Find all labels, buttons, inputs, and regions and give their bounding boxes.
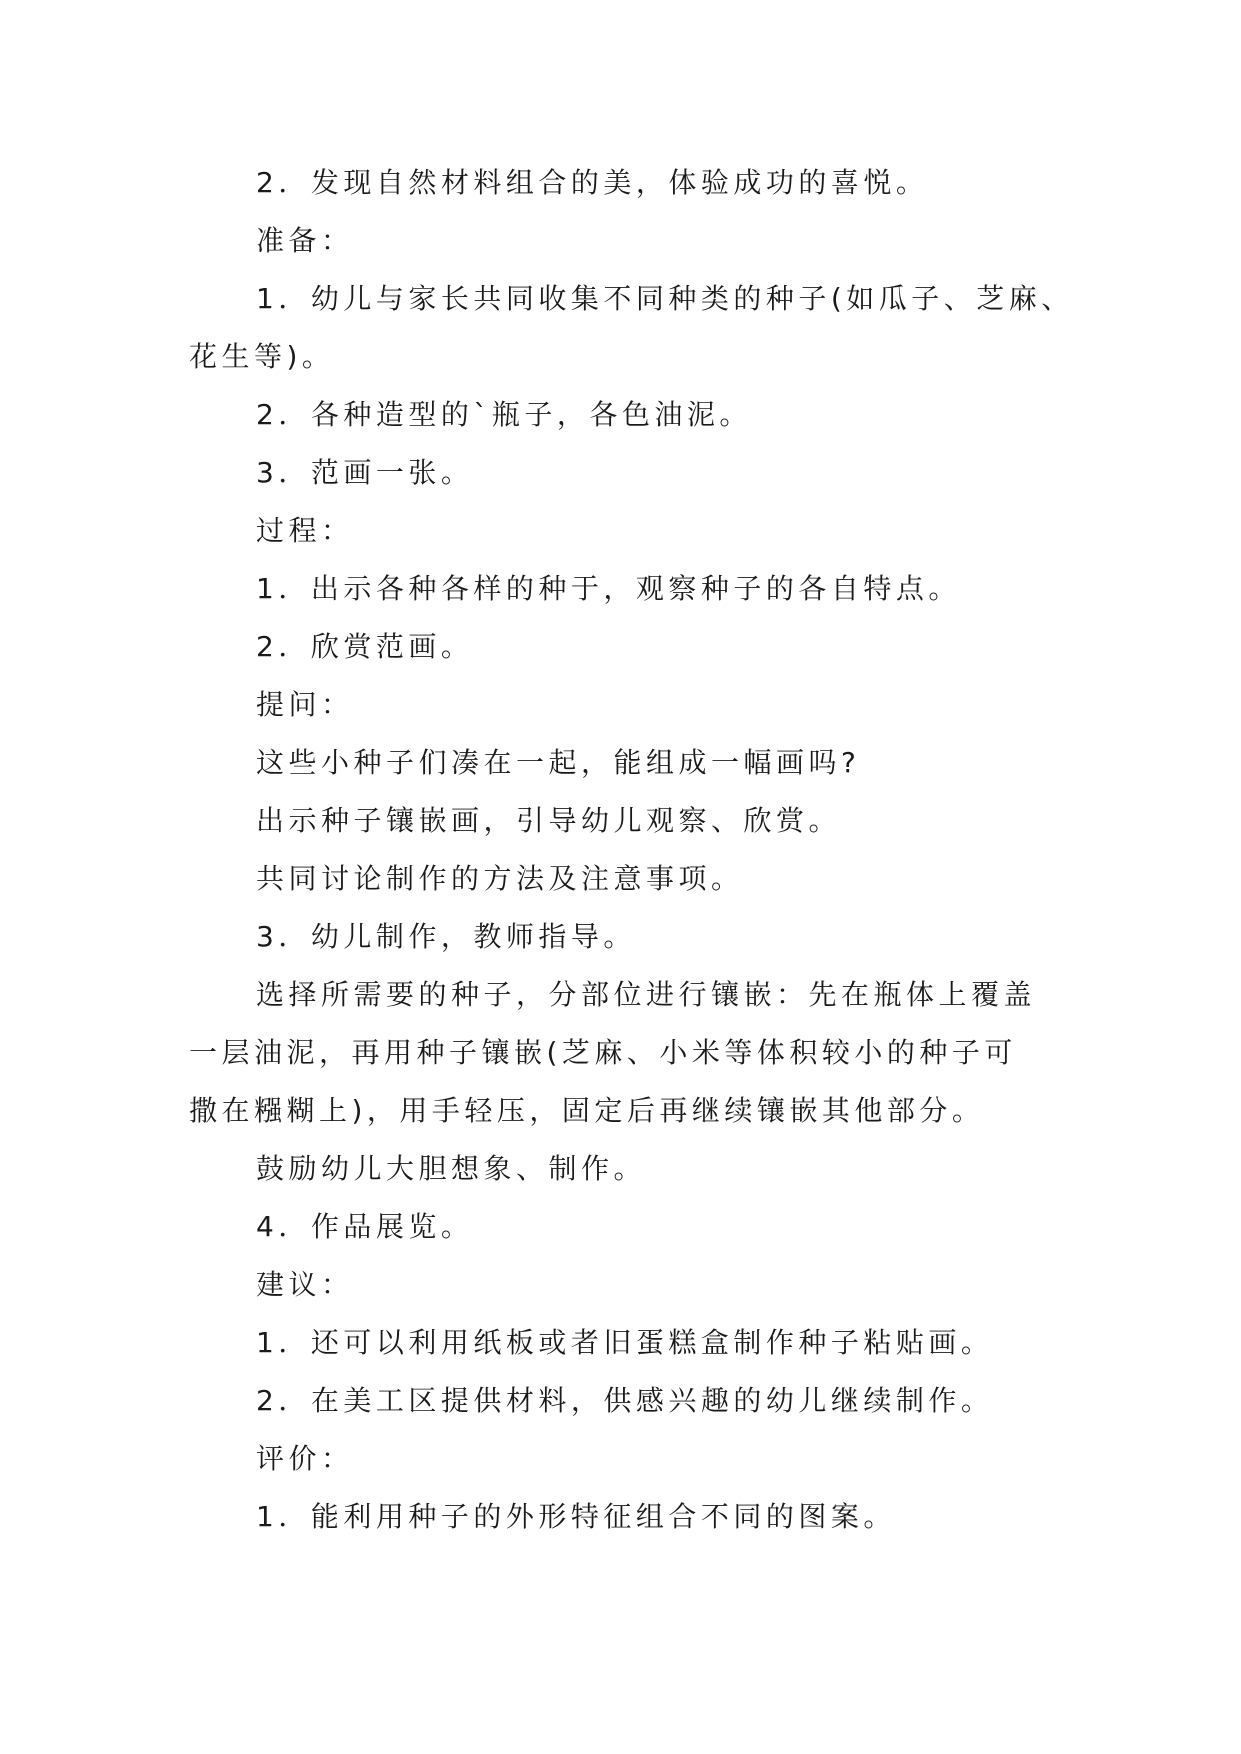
- paragraph-line: 共同讨论制作的方法及注意事项。: [256, 862, 744, 895]
- paragraph-line: 选择所需要的种子，分部位进行镶嵌：先在瓶体上覆盖: [256, 978, 1037, 1011]
- paragraph-line: 2．发现自然材料组合的美，体验成功的喜悦。: [256, 166, 929, 199]
- paragraph-line: 1．出示各种各样的种于，观察种子的各自特点。: [256, 572, 961, 605]
- paragraph-line: 1．能利用种子的外形特征组合不同的图案。: [256, 1500, 896, 1533]
- paragraph-line: 一层油泥，再用种子镶嵌(芝麻、小米等体积较小的种子可: [189, 1036, 1017, 1069]
- section-heading-suggestion: 建议：: [256, 1268, 354, 1301]
- paragraph-line: 3．范画一张。: [256, 456, 474, 489]
- paragraph-line: 鼓励幼儿大胆想象、制作。: [256, 1152, 647, 1185]
- paragraph-line: 4．作品展览。: [256, 1210, 474, 1243]
- paragraph-line: 1．还可以利用纸板或者旧蛋糕盒制作种子粘贴画。: [256, 1326, 994, 1359]
- paragraph-line: 出示种子镶嵌画，引导幼儿观察、欣赏。: [256, 804, 842, 837]
- section-heading-process: 过程：: [256, 514, 354, 547]
- paragraph-line: 撒在糨糊上)，用手轻压，固定后再继续镶嵌其他部分。: [189, 1094, 985, 1127]
- paragraph-line: 2．欣赏范画。: [256, 630, 474, 663]
- paragraph-line: 这些小种子们凑在一起，能组成一幅画吗?: [256, 746, 861, 779]
- paragraph-line: 1．幼儿与家长共同收集不同种类的种子(如瓜子、芝麻、: [256, 282, 1074, 315]
- paragraph-line: 2．在美工区提供材料，供感兴趣的幼儿继续制作。: [256, 1384, 994, 1417]
- section-heading-question: 提问：: [256, 688, 354, 721]
- section-heading-preparation: 准备：: [256, 224, 354, 257]
- paragraph-line: 3．幼儿制作，教师指导。: [256, 920, 636, 953]
- paragraph-line: 2．各种造型的`瓶子，各色油泥。: [256, 398, 752, 431]
- paragraph-line: 花生等)。: [189, 340, 335, 373]
- section-heading-evaluation: 评价：: [256, 1442, 354, 1475]
